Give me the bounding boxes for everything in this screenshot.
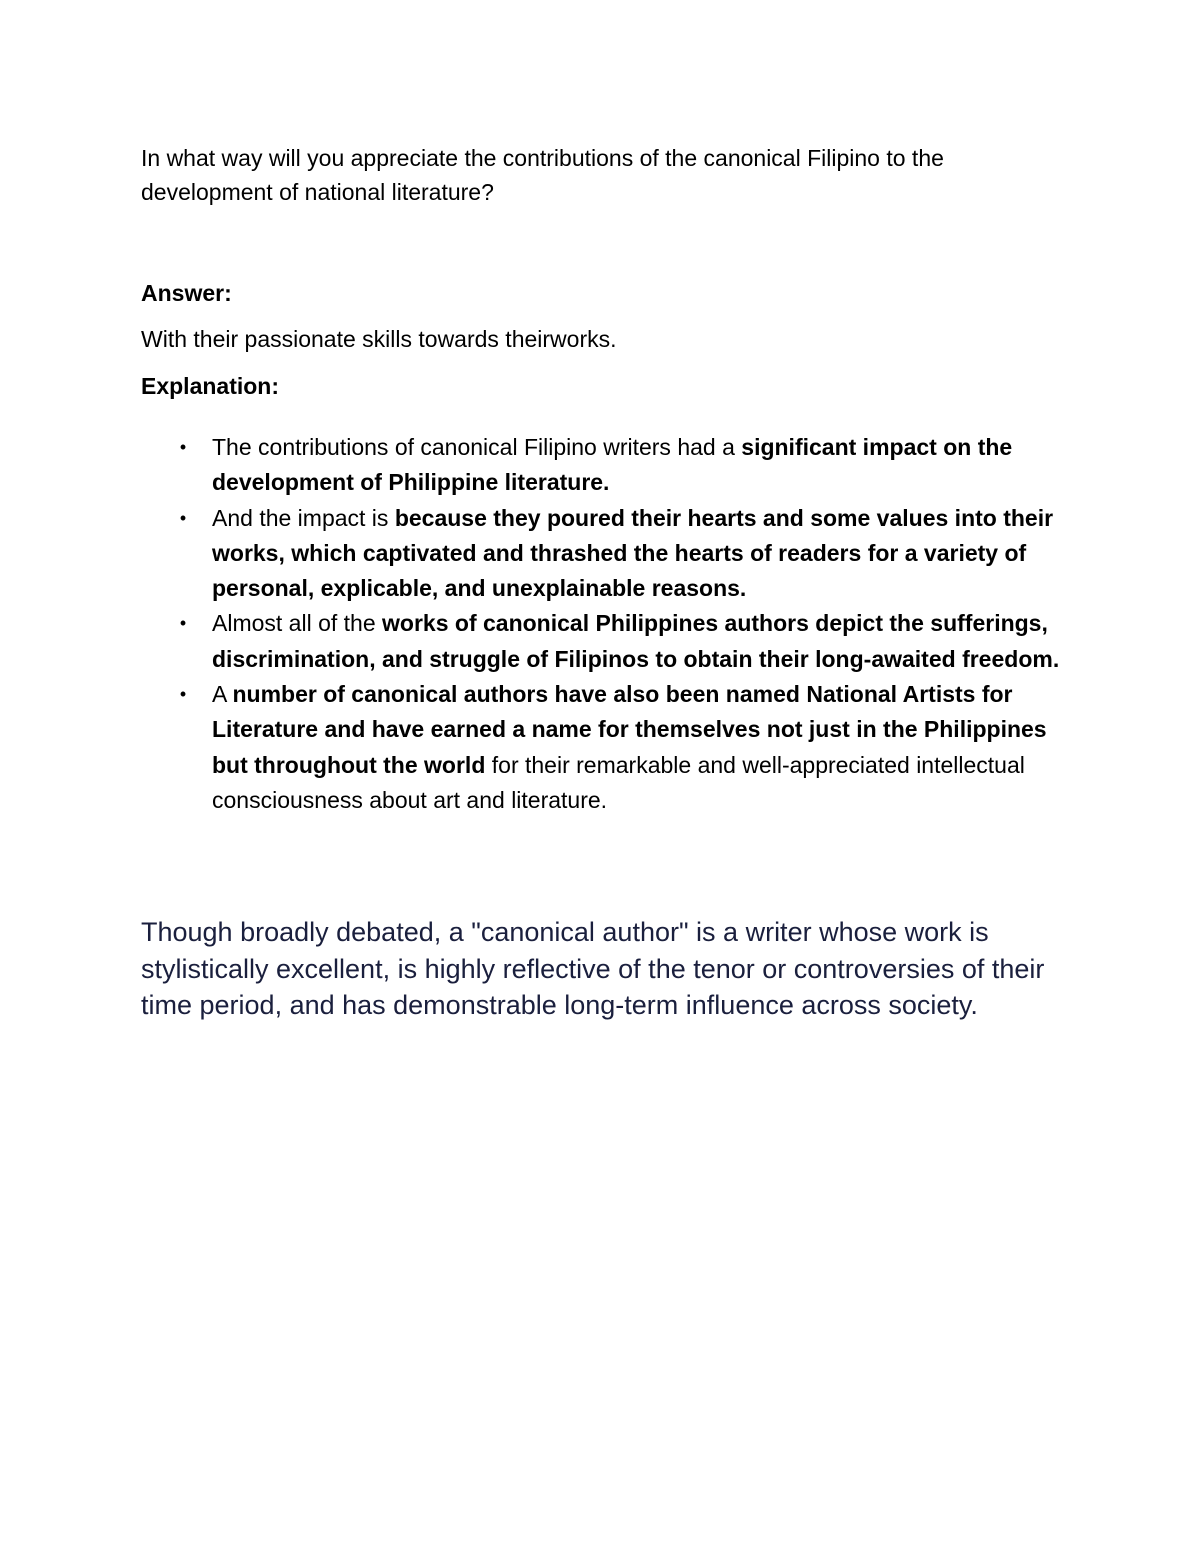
answer-text: With their passionate skills towards theirworks.: [141, 326, 617, 352]
bullet-item: [141, 677, 1071, 818]
bullet-item: [141, 501, 1071, 607]
bullet-segment: And the impact is: [212, 504, 395, 531]
bullet-segment-bold: because they poured their hearts and some values into their works, which captivated and thrashed the hearts of readers for a variety of personal, explicable, and unexplainable reasons.: [212, 504, 1054, 602]
bullet-text: [212, 681, 1047, 813]
bullet-segment: The contributions of canonical Filipino writers had a: [212, 434, 742, 460]
bullet-segment-bold: significant impact on the development of Philippine literature.: [212, 434, 1013, 496]
bullet-dot-icon: •: [179, 684, 187, 705]
bullet-text: [212, 434, 1012, 495]
question-text: In what way will you appreciate the contributions of the canonical Filipino to the development of national literature?: [141, 145, 944, 205]
bullet-dot-icon: •: [179, 437, 187, 457]
explanation-heading: Explanation:: [141, 373, 280, 399]
bullet-segment-bold: works of canonical Philippines authors depict the sufferings, discrimination, and struggle of Filipinos to obtain their long-awaited freedom.: [212, 610, 1060, 672]
explanation-bullet-list: [141, 430, 1071, 818]
bullet-item: [141, 606, 1071, 677]
bullet-segment: for their remarkable and well-appreciated intellectual consciousness about art and literature.: [212, 751, 1025, 813]
bullet-segment: A: [212, 681, 233, 708]
bullet-dot-icon: •: [179, 613, 187, 634]
bullet-text: [212, 610, 1059, 671]
bullet-segment-bold: number of canonical authors have also been named National Artists for Literature and have earned a name for themselves not just in the Philippines but throughout the world: [212, 681, 1047, 778]
bullet-dot-icon: •: [179, 507, 187, 528]
bullet-item: [141, 430, 1071, 501]
bullet-segment: Almost all of the: [212, 610, 383, 637]
bullet-text: [212, 505, 1053, 602]
answer-heading: Answer:: [141, 280, 232, 306]
closing-paragraph: Though broadly debated, a "canonical author" is a writer whose work is stylistically excellent, is highly reflective of the tenor or controversies of their time period, and has demonstrable long-term influence across society.: [141, 917, 1045, 1020]
